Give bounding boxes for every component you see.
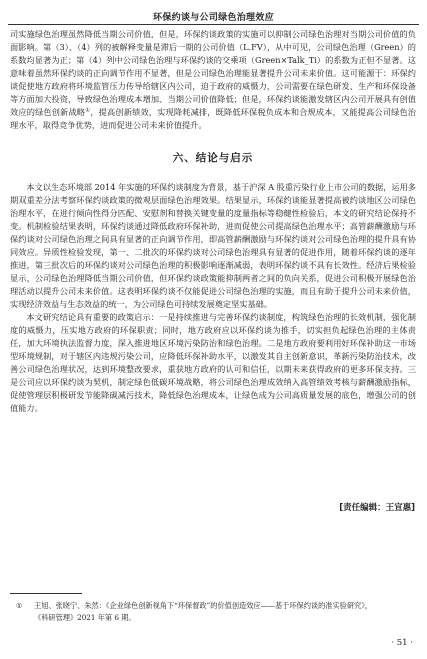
paragraph-text: 司实施绿色治理虽然降低当期公司价值，但是，环保约谈政策的实施可以抑制公司绿色治理对当期公司价值的负面影响。第（3）、（4）列的被解释变量是滞后一期的公司价值（L.FV），从中可见，公司绿色治理（Green）的系数均显著为正；第（4）列中公司绿色治理与环保约谈的交乘项（Green×Talk_Ti）的系数为正但不显著。这意味着虽然环保约谈的正向调节作用不显著，但是公司绿色治理能显著提升公司未来价值。这可能源于：环保约谈促使地方政府将环境监管压力传导给辖区内公司，迫于政府的威慑力，公司需要在绿色研发、生产和环保设备等方面加大投资，导致绿色治理成本增加、当期公司价值降低；但是，环保约谈能激发辖区内公司开展具有创值效应的绿色创新战略	[10, 29, 416, 117]
section-heading: 六、结论与启示	[172, 152, 254, 164]
footnote-rule	[10, 593, 82, 594]
footnote-mark: ①	[16, 601, 23, 610]
footnote-text: 王旭、张晓宁、朱然：《企业绿色创新视角下“环保督政”的价值创造效应——基于环保约谈的准实验研究》，	[34, 601, 372, 610]
page-number: · 51 ·	[391, 638, 413, 648]
header-rule	[8, 24, 419, 25]
running-head: 环保约谈与公司绿色治理效应	[153, 13, 274, 23]
footnote-text-continued: 《科研管理》2021 年第 6 期。	[34, 612, 136, 622]
paragraph-implications: 本文研究结论具有重要的政策启示：一是持续推进与完善环保约谈制度，构筑绿色治理的长效机制，强化制度的威慑力，压实地方政府的环保职责；同时，地方政府应以环保约谈为推手，切实担负起绿色治理的主体责任，加大环境执法监督力度，深入推进地区环境污染防治和绿色治理。二是地方政府要利用好环保补助这一市场型环境规制，对于辖区内违规污染公司，应降低环保补助水平，以激发其自主创新意识，革新污染防治技术，改善公司绿色治理状况，达到环境整改要求，重获地方政府的认可和信任，以期未来获得政府的更多环保支持。三是公司应以环保约谈为契机，制定绿色低碳环境战略，将公司绿色治理成效纳入高管绩效考核与薪酬激励指标，促使管理层积极研发节能降碳减污技术，降低绿色治理成本，让绿色成为公司高质量发展的底色，增强公司的创值能力。	[10, 312, 416, 413]
footnote-reference[interactable]: ①	[85, 107, 91, 114]
editor-credit: [责任编辑：王宣惠]	[339, 503, 415, 513]
paragraph-conclusion: 本文以生态环境部 2014 年实施的环保约谈制度为背景，基于沪深 A 股重污染行业上市公司的数据，运用多期双重差分法考察环保约谈政策的微观层面绿色治理效果。结果显示，环保约谈能显著提高被约谈地区公司绿色治理水平，在进行倾向性得分匹配、安慰剂和替换关键变量的度量指标等稳健性检验后，本文的研究结论保持不变。机制检验结果表明，环保约谈通过降低政府环保补助，进而促使公司提高绿色治理水平；高管薪酬激励与环保约谈对公司绿色治理之间具有显著的正向调节作用，即高管薪酬激励与环保约谈对公司绿色治理的提升具有协同效应。异质性检验发现，第一、二批次的环保约谈对公司绿色治理具有显著的促进作用，随着环保约谈的逐年推进，第三批次后的环保约谈对公司绿色治理的积极影响逐渐减弱，表明环保约谈不具有长效性。经济后果检验显示，公司绿色治理降低当期公司价值，但环保约谈政策能抑制两者之间的负向关系，促进公司积极开展绿色治理活动以提升公司未来价值。这表明环保约谈不仅能促进公司绿色治理的实施，而且有助于提升公司未来价值，实现经济效益与生态效益的统一，为公司绿色可持续发展奠定坚实基础。	[10, 182, 416, 309]
paragraph-text-end: ，提高创新绩效，实现降耗减排，既降低环保税负成本和合规成本，又能提高公司绿色治理水平，取得竞争优势，进而促进公司未来价值提升。	[10, 107, 416, 130]
body-text	[10, 28, 416, 415]
footnote	[10, 600, 416, 623]
paragraph-continued	[10, 28, 416, 132]
